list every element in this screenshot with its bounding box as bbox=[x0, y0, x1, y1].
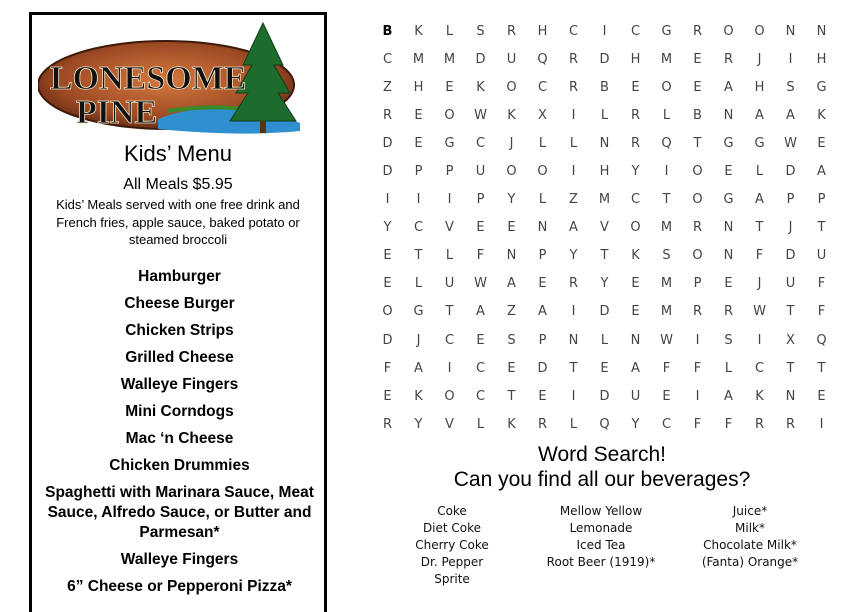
word-search-letter: U bbox=[444, 276, 455, 292]
word-search-letter: Q bbox=[537, 51, 548, 67]
word-search-letter: E bbox=[662, 388, 671, 404]
word-search-letter: C bbox=[475, 135, 486, 151]
word-search-letter: N bbox=[816, 23, 827, 39]
beverage-column-3 bbox=[685, 503, 815, 571]
word-search-letter: C bbox=[475, 388, 486, 404]
word-search-letter: E bbox=[383, 248, 392, 264]
word-search-letter: O bbox=[661, 79, 672, 95]
word-search-letter: T bbox=[414, 248, 423, 264]
word-search-letter: K bbox=[755, 388, 764, 404]
word-search-letter: T bbox=[817, 220, 826, 236]
word-search-letter: D bbox=[537, 360, 548, 376]
word-search-letter: C bbox=[475, 360, 486, 376]
word-search-row bbox=[372, 354, 837, 382]
word-search-row bbox=[372, 298, 837, 326]
kids-menu-panel bbox=[29, 12, 327, 612]
word-search-letter: Z bbox=[383, 79, 392, 95]
word-search-letter: I bbox=[447, 192, 452, 208]
word-search-letter: N bbox=[723, 248, 734, 264]
beverage-column-1 bbox=[392, 503, 512, 588]
word-search-letter: I bbox=[757, 332, 762, 348]
word-search-letter: E bbox=[445, 79, 454, 95]
word-search-letter: R bbox=[630, 135, 641, 151]
menu-item: Walleye Fingers bbox=[120, 376, 239, 393]
word-search-letter: C bbox=[413, 220, 424, 236]
beverage-item: Dr. Pepper bbox=[420, 555, 484, 569]
beverage-item: Root Beer (1919)* bbox=[546, 555, 656, 569]
word-search-letter: F bbox=[693, 416, 702, 432]
word-search-letter: E bbox=[538, 276, 547, 292]
word-search-letter: D bbox=[599, 304, 610, 320]
word-search-letter: A bbox=[755, 107, 764, 123]
word-search-letter: R bbox=[785, 416, 796, 432]
word-search-letter: S bbox=[786, 79, 795, 95]
word-search-letter: F bbox=[476, 248, 485, 264]
word-search-row bbox=[372, 242, 837, 270]
word-search-letter: Q bbox=[661, 135, 672, 151]
word-search-letter: L bbox=[445, 23, 454, 39]
word-search-letter: D bbox=[382, 164, 393, 180]
word-search-letter: E bbox=[631, 276, 640, 292]
word-search-row bbox=[372, 45, 837, 73]
word-search-letter: G bbox=[661, 23, 672, 39]
word-search-letter: D bbox=[785, 164, 796, 180]
word-search-letter: G bbox=[413, 304, 424, 320]
word-search-letter: N bbox=[785, 23, 796, 39]
word-search-letter: I bbox=[571, 388, 576, 404]
menu-price: All Meals $5.95 bbox=[123, 176, 233, 193]
word-search-letter: T bbox=[507, 388, 516, 404]
word-search-letter: D bbox=[382, 332, 393, 348]
word-search-letter: D bbox=[599, 388, 610, 404]
word-search-letter: E bbox=[383, 388, 392, 404]
word-search-letter: K bbox=[507, 416, 516, 432]
menu-item: Cheese Burger bbox=[124, 295, 235, 312]
word-search-letter: E bbox=[817, 135, 826, 151]
word-search-letter: I bbox=[695, 388, 700, 404]
word-search-letter: M bbox=[660, 51, 673, 67]
word-search-letter: H bbox=[754, 79, 765, 95]
word-search-letter: G bbox=[723, 135, 734, 151]
word-search-letter: X bbox=[786, 332, 795, 348]
word-search-letter: E bbox=[600, 360, 609, 376]
word-search-letter: Y bbox=[631, 164, 640, 180]
word-search-letter: A bbox=[538, 304, 547, 320]
word-search-letter: C bbox=[630, 23, 641, 39]
word-search-letter: O bbox=[506, 79, 517, 95]
word-search-letter: K bbox=[414, 388, 423, 404]
beverage-item: Cherry Coke bbox=[415, 538, 489, 552]
word-search-letter: V bbox=[445, 220, 454, 236]
word-search-letter: R bbox=[630, 107, 641, 123]
word-search-letter: R bbox=[568, 79, 579, 95]
word-search-letter: R bbox=[692, 23, 703, 39]
word-search-letter: R bbox=[723, 304, 734, 320]
word-search-letter: W bbox=[753, 304, 766, 320]
word-search-letter: I bbox=[602, 23, 607, 39]
word-search-letter: U bbox=[506, 51, 517, 67]
word-search-letter: A bbox=[786, 107, 795, 123]
word-search-letter: Y bbox=[414, 416, 423, 432]
word-search-letter: D bbox=[785, 248, 796, 264]
word-search-letter: Z bbox=[569, 192, 578, 208]
word-search-letter: H bbox=[537, 23, 548, 39]
word-search-letter: J bbox=[416, 332, 421, 348]
word-search-letter: V bbox=[445, 416, 454, 432]
menu-description: Kids’ Meals served with one free drink and French fries, apple sauce, baked potato or steamed broccoli bbox=[56, 197, 300, 247]
word-search-letter: R bbox=[506, 23, 517, 39]
word-search-letter: T bbox=[445, 304, 454, 320]
word-search-letter: E bbox=[476, 332, 485, 348]
word-search-letter: A bbox=[476, 304, 485, 320]
word-search-letter: S bbox=[476, 23, 485, 39]
word-search-letter: O bbox=[692, 192, 703, 208]
word-search-letter: R bbox=[382, 416, 393, 432]
word-search-letter: A bbox=[414, 360, 423, 376]
word-search-letter: W bbox=[474, 107, 487, 123]
word-search-letter: T bbox=[817, 360, 826, 376]
word-search-letter: U bbox=[475, 164, 486, 180]
word-search-letter: M bbox=[660, 276, 673, 292]
word-search-letter: R bbox=[692, 304, 703, 320]
menu-item: Walleye Fingers bbox=[120, 551, 239, 568]
word-search-letter: S bbox=[507, 332, 516, 348]
word-search-letter: L bbox=[569, 416, 578, 432]
word-search-letter: Y bbox=[507, 192, 516, 208]
word-search-letter: E bbox=[507, 360, 516, 376]
beverage-item: Mellow Yellow bbox=[559, 504, 643, 518]
word-search-letter: R bbox=[382, 107, 393, 123]
word-search-row bbox=[372, 157, 837, 185]
logo-text-lonesome: LONESOME bbox=[50, 60, 247, 97]
word-search-letter: C bbox=[382, 51, 393, 67]
word-search-letter: H bbox=[599, 164, 610, 180]
beverage-item: Juice* bbox=[732, 504, 768, 518]
word-search-letter: P bbox=[414, 164, 423, 180]
word-search-row bbox=[372, 214, 837, 242]
word-search-letter: G bbox=[816, 79, 827, 95]
word-search-letter: K bbox=[414, 23, 423, 39]
word-search-letter: A bbox=[631, 360, 640, 376]
word-search-letter: B bbox=[600, 79, 609, 95]
word-search-letter: J bbox=[509, 135, 514, 151]
menu-item: Chicken Drummies bbox=[109, 457, 250, 474]
word-search-letter: K bbox=[507, 107, 516, 123]
word-search-letter: E bbox=[693, 51, 702, 67]
word-search-letter: S bbox=[724, 332, 733, 348]
word-search-letter: I bbox=[416, 192, 421, 208]
word-search-letter: E bbox=[724, 164, 733, 180]
word-search-row bbox=[372, 382, 837, 410]
word-search-letter: L bbox=[724, 360, 733, 376]
word-search-letter: T bbox=[600, 248, 609, 264]
word-search-letter: S bbox=[662, 248, 671, 264]
word-search-letter: R bbox=[537, 416, 548, 432]
word-search-letter: G bbox=[754, 135, 765, 151]
word-search-letter: R bbox=[692, 220, 703, 236]
word-search-row bbox=[372, 186, 837, 214]
word-search-letter: E bbox=[476, 220, 485, 236]
word-search-letter: W bbox=[474, 276, 487, 292]
word-search-letter: O bbox=[723, 23, 734, 39]
word-search-letter: E bbox=[414, 107, 423, 123]
menu-item: 6” Cheese or Pepperoni Pizza* bbox=[67, 578, 292, 595]
word-search-letter: G bbox=[723, 192, 734, 208]
word-search-letter: Y bbox=[383, 220, 392, 236]
word-search-letter: I bbox=[788, 51, 793, 67]
word-search-letter: O bbox=[444, 107, 455, 123]
word-search-letter: A bbox=[755, 192, 764, 208]
word-search-letter: H bbox=[630, 51, 641, 67]
word-search-letter: E bbox=[538, 388, 547, 404]
word-search-letter: O bbox=[382, 304, 393, 320]
beverage-item: Lemonade bbox=[569, 521, 633, 535]
word-search-letter: R bbox=[754, 416, 765, 432]
word-search-letter: P bbox=[538, 332, 547, 348]
word-search-letter: E bbox=[631, 304, 640, 320]
word-search-letter: M bbox=[412, 51, 425, 67]
menu-title: Kids’ Menu bbox=[123, 141, 232, 166]
word-search-letter: L bbox=[600, 332, 609, 348]
word-search-letter: N bbox=[723, 220, 734, 236]
beverage-item: Milk* bbox=[735, 521, 765, 535]
word-search-letter: Q bbox=[599, 416, 610, 432]
beverage-item: (Fanta) Orange* bbox=[701, 555, 799, 569]
word-search-letter: C bbox=[754, 360, 765, 376]
word-search-letter: O bbox=[537, 164, 548, 180]
word-search-letter: E bbox=[693, 79, 702, 95]
word-search-letter: T bbox=[569, 360, 578, 376]
word-search-letter: D bbox=[599, 51, 610, 67]
word-search-letter: O bbox=[692, 248, 703, 264]
lonesome-pine-logo bbox=[38, 19, 328, 145]
word-search-letter: O bbox=[630, 220, 641, 236]
word-search-letter: N bbox=[537, 220, 548, 236]
word-search-letter: I bbox=[571, 164, 576, 180]
word-search-row bbox=[372, 129, 837, 157]
word-search-letter: U bbox=[785, 276, 796, 292]
word-search-letter: I bbox=[695, 332, 700, 348]
menu-item: Grilled Cheese bbox=[125, 349, 234, 366]
word-search-letter: P bbox=[476, 192, 485, 208]
word-search-letter: N bbox=[723, 107, 734, 123]
word-search-letter: N bbox=[785, 388, 796, 404]
word-search-letter: A bbox=[724, 388, 733, 404]
word-search-letter: W bbox=[660, 332, 673, 348]
word-search-letter: C bbox=[661, 416, 672, 432]
word-search-letter: N bbox=[506, 248, 517, 264]
word-search-letter: L bbox=[755, 164, 764, 180]
beverage-item: Sprite bbox=[434, 572, 470, 586]
word-search-row bbox=[372, 410, 837, 438]
word-search-letter: L bbox=[538, 135, 547, 151]
word-search-letter: F bbox=[817, 304, 826, 320]
word-search-letter: W bbox=[784, 135, 797, 151]
menu-item: Chicken Strips bbox=[125, 322, 234, 339]
word-search-row bbox=[372, 73, 837, 101]
word-search-letter: M bbox=[443, 51, 456, 67]
word-search-letter: D bbox=[475, 51, 486, 67]
word-search-letter: V bbox=[600, 220, 609, 236]
word-search-letter: T bbox=[693, 135, 702, 151]
word-search-letter: R bbox=[568, 51, 579, 67]
word-search-letter: C bbox=[568, 23, 579, 39]
beverage-item: Diet Coke bbox=[422, 521, 482, 535]
word-search-title: Word Search! bbox=[538, 443, 666, 466]
word-search-letter: E bbox=[507, 220, 516, 236]
word-search-row bbox=[372, 101, 837, 129]
word-search-letter: A bbox=[569, 220, 578, 236]
word-search-letter: D bbox=[382, 135, 393, 151]
word-search-letter: E bbox=[724, 276, 733, 292]
word-search-letter: F bbox=[383, 360, 392, 376]
logo-text-pine: PINE bbox=[76, 94, 158, 131]
word-search-letter: L bbox=[600, 107, 609, 123]
word-search-letter: F bbox=[755, 248, 764, 264]
word-search-letter: Y bbox=[600, 276, 609, 292]
word-search-grid bbox=[372, 17, 837, 437]
word-search-letter: L bbox=[476, 416, 485, 432]
word-search-letter: K bbox=[476, 79, 485, 95]
word-search-letter: I bbox=[819, 416, 824, 432]
word-search-letter: L bbox=[662, 107, 671, 123]
word-search-letter: B bbox=[693, 107, 702, 123]
menu-item: Hamburger bbox=[138, 268, 221, 285]
word-search-letter: P bbox=[817, 192, 826, 208]
word-search-letter: L bbox=[569, 135, 578, 151]
word-search-letter: O bbox=[506, 164, 517, 180]
word-search-letter: Z bbox=[507, 304, 516, 320]
word-search-letter: A bbox=[817, 164, 826, 180]
word-search-letter: C bbox=[444, 332, 455, 348]
beverage-item: Iced Tea bbox=[576, 538, 626, 552]
word-search-letter: I bbox=[571, 107, 576, 123]
word-search-letter: J bbox=[757, 276, 762, 292]
word-search-letter: P bbox=[693, 276, 702, 292]
word-search-row bbox=[372, 270, 837, 298]
word-search-letter: F bbox=[662, 360, 671, 376]
word-search-letter: I bbox=[385, 192, 390, 208]
word-search-letter: K bbox=[631, 248, 640, 264]
word-search-letter: L bbox=[414, 276, 423, 292]
beverage-item: Chocolate Milk* bbox=[703, 538, 797, 552]
word-search-letter: R bbox=[723, 51, 734, 67]
menu-item: Spaghetti with Marinara Sauce, Meat Sauce, Alfredo Sauce, or Butter and Parmesan* bbox=[45, 484, 314, 541]
word-search-letter: F bbox=[817, 276, 826, 292]
beverage-column-2 bbox=[531, 503, 671, 571]
word-search-letter: A bbox=[724, 79, 733, 95]
word-search-letter: P bbox=[786, 192, 795, 208]
word-search-letter: M bbox=[660, 220, 673, 236]
word-search-letter: H bbox=[816, 51, 827, 67]
menu-items-list bbox=[42, 267, 317, 604]
word-search-letter: O bbox=[754, 23, 765, 39]
menu-item: Mini Corndogs bbox=[125, 403, 234, 420]
word-search-letter: E bbox=[383, 276, 392, 292]
word-search-letter: O bbox=[692, 164, 703, 180]
word-search-letter: C bbox=[630, 192, 641, 208]
word-search-letter: P bbox=[445, 164, 454, 180]
word-search-letter: L bbox=[445, 248, 454, 264]
word-search-letter: C bbox=[537, 79, 548, 95]
word-search-letter: Y bbox=[631, 416, 640, 432]
word-search-letter: J bbox=[757, 51, 762, 67]
word-search-letter: E bbox=[631, 79, 640, 95]
word-search-letter: T bbox=[755, 220, 764, 236]
word-search-letter: M bbox=[598, 192, 611, 208]
word-search-letter: I bbox=[447, 360, 452, 376]
word-search-letter: U bbox=[816, 248, 827, 264]
word-search-letter: G bbox=[444, 135, 455, 151]
word-search-letter: E bbox=[817, 388, 826, 404]
beverage-item: Coke bbox=[437, 504, 467, 518]
word-search-letter: T bbox=[662, 192, 671, 208]
word-search-letter: Y bbox=[569, 248, 578, 264]
word-search-letter: N bbox=[568, 332, 579, 348]
word-search-letter: T bbox=[786, 304, 795, 320]
word-search-letter: J bbox=[788, 220, 793, 236]
word-search-letter: I bbox=[571, 304, 576, 320]
word-search-letter: F bbox=[724, 416, 733, 432]
word-search-letter: O bbox=[444, 388, 455, 404]
word-search-letter: H bbox=[413, 79, 424, 95]
word-search-letter: L bbox=[538, 192, 547, 208]
word-search-row bbox=[372, 17, 837, 45]
word-search-letter: A bbox=[507, 276, 516, 292]
word-search-letter: X bbox=[538, 107, 547, 123]
word-search-letter: N bbox=[630, 332, 641, 348]
word-search-row bbox=[372, 326, 837, 354]
word-search-letter: T bbox=[786, 360, 795, 376]
word-search-letter: F bbox=[693, 360, 702, 376]
menu-item: Mac ‘n Cheese bbox=[125, 430, 234, 447]
word-search-letter: R bbox=[568, 276, 579, 292]
word-search-letter: E bbox=[414, 135, 423, 151]
word-search-letter: B bbox=[382, 23, 393, 39]
word-search-letter: K bbox=[817, 107, 826, 123]
word-search-subtitle: Can you find all our beverages? bbox=[453, 468, 751, 491]
word-search-letter: N bbox=[599, 135, 610, 151]
word-search-letter: M bbox=[660, 304, 673, 320]
word-search-letter: U bbox=[630, 388, 641, 404]
word-search-letter: I bbox=[664, 164, 669, 180]
word-search-letter: P bbox=[538, 248, 547, 264]
word-search-letter: Q bbox=[816, 332, 827, 348]
